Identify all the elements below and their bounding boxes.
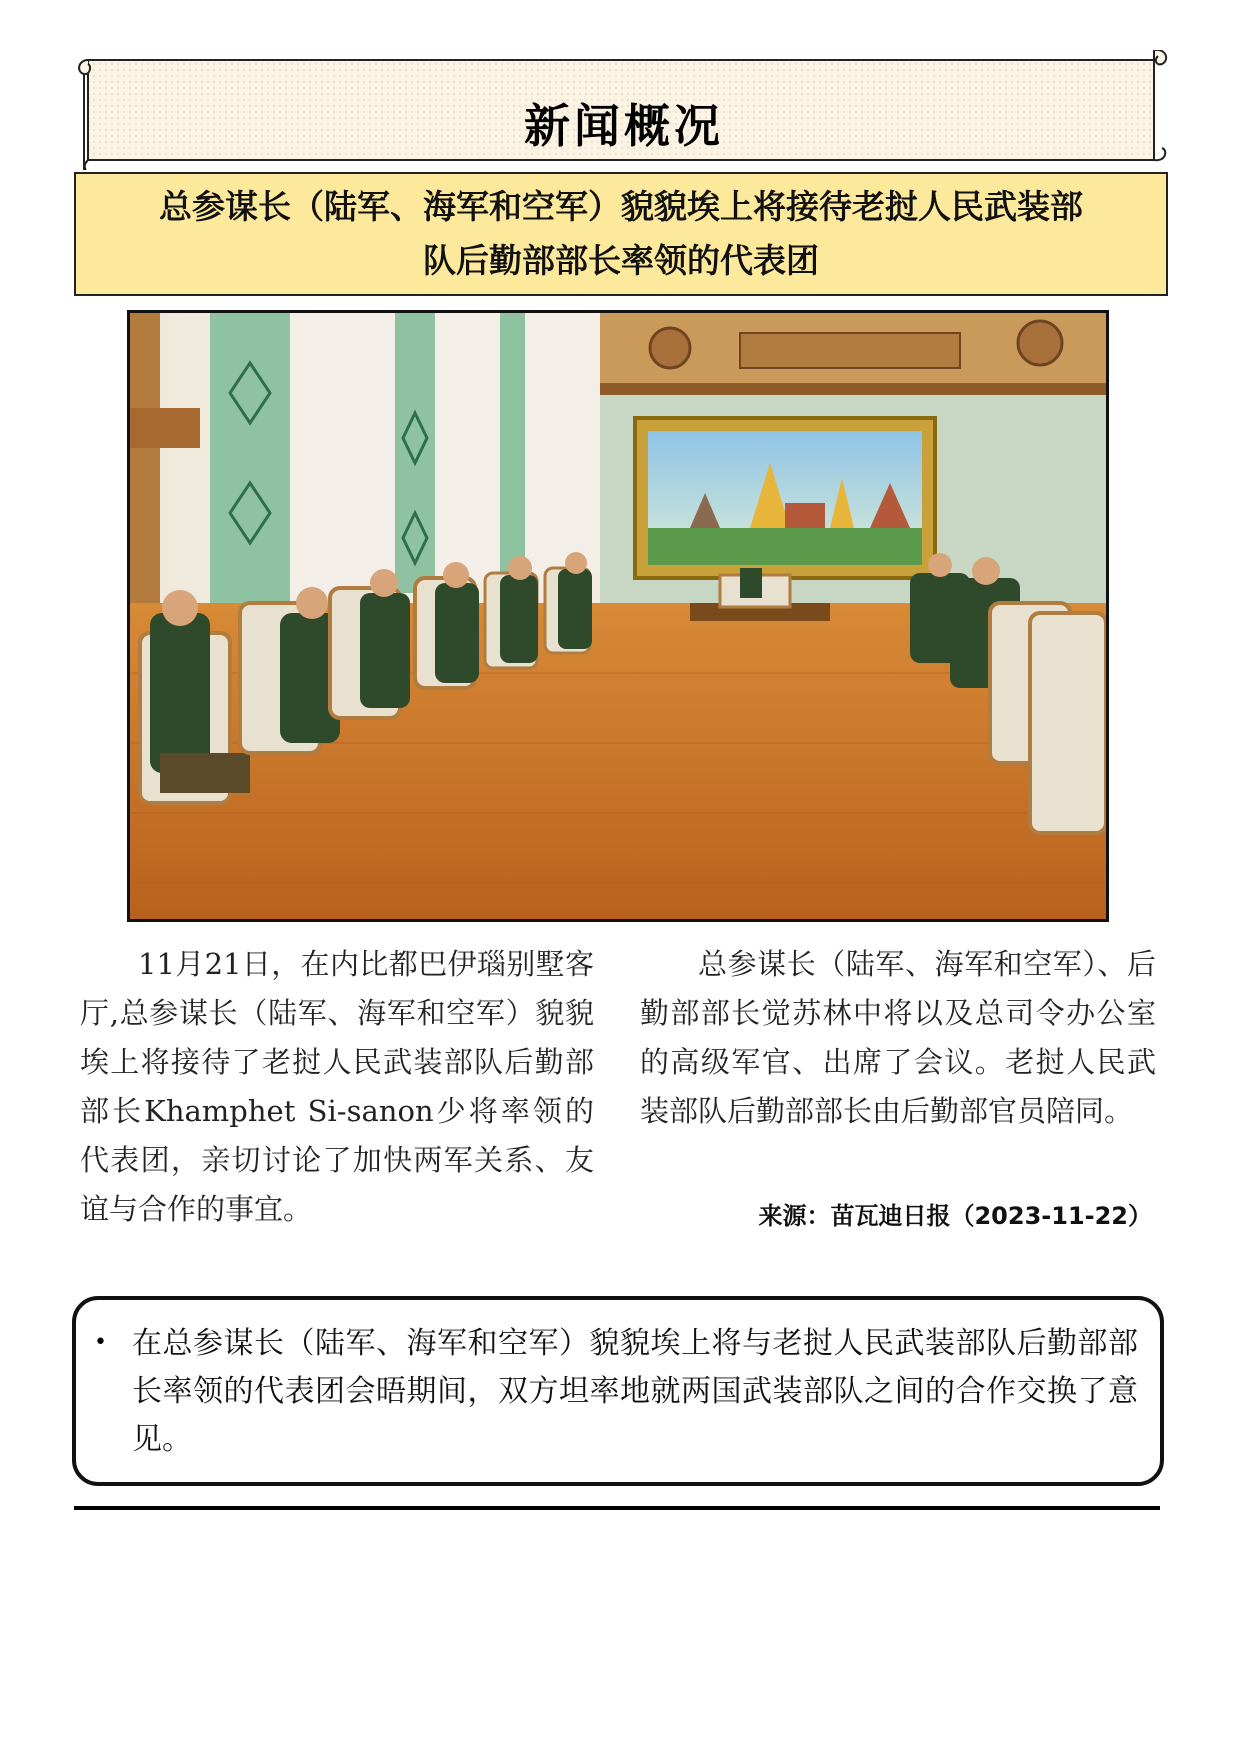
headline-line-2: 队后勤部部长率领的代表团 [423, 241, 819, 280]
article-left-column [80, 940, 594, 1234]
headline-line-1: 总参谋长（陆军、海军和空军）貌貌埃上将接待老挝人民武装部 [159, 187, 1083, 226]
summary-text: 在总参谋长（陆军、海军和空军）貌貌埃上将与老挝人民武装部队后勤部部长率领的代表团会晤期间，双方坦率地就两国武装部队之间的合作交换了意见。 [132, 1326, 1138, 1457]
meeting-photo-icon [130, 313, 1106, 919]
article-right-paragraph: 总参谋长（陆军、海军和空军）、后勤部部长觉苏林中将以及总司令办公室的高级军官、出席了会议。老挝人民武装部队后勤部部长由后勤部官员陪同。 [640, 947, 1156, 1128]
summary-box [72, 1296, 1164, 1486]
title-banner [74, 50, 1174, 170]
headline-box [74, 172, 1168, 296]
bullet-icon: • [94, 1330, 107, 1355]
banner-title: 新闻概况 [524, 99, 724, 153]
article-source: 来源：苗瓦迪日报（2023-11-22） [758, 1202, 1152, 1230]
article-left-paragraph: 11月21日，在内比都巴伊瑙别墅客厅,总参谋长（陆军、海军和空军）貌貌埃上将接待了老挝人民武装部队后勤部部长Khamphet Si-sanon少将率领的代表团，亲切讨论了加快两军关系、友谊与合作的事宜。 [80, 947, 594, 1226]
bottom-divider [74, 1506, 1160, 1510]
article-right-column [640, 940, 1156, 1136]
meeting-photo [127, 310, 1109, 922]
